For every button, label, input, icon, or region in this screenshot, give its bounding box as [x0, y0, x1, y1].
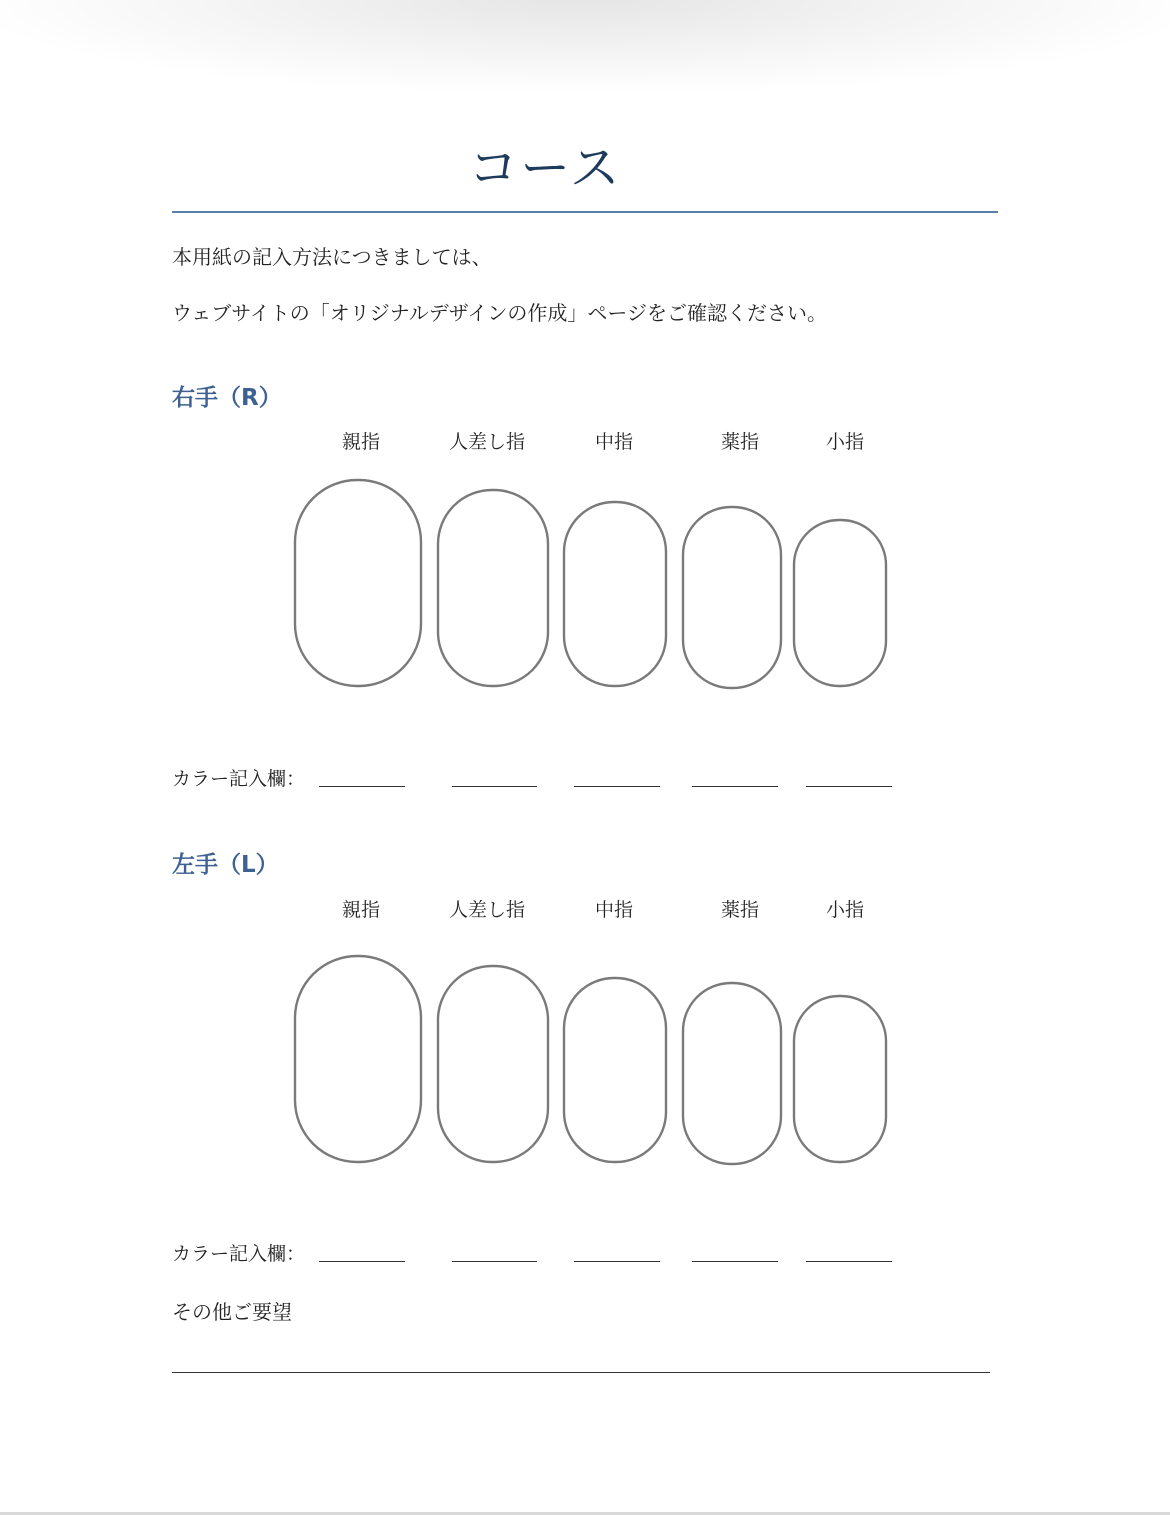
left-color-blank-index[interactable]	[452, 1261, 537, 1262]
left-finger-label-index: 人差し指	[448, 899, 526, 921]
page-title: コース	[468, 139, 622, 197]
left-middle-nail-outline[interactable]	[564, 978, 666, 1162]
title-divider	[172, 211, 998, 213]
left-finger-label-thumb: 親指	[341, 899, 381, 921]
right-color-blank-pinky[interactable]	[806, 786, 892, 787]
page-top-shadow	[0, 0, 1170, 90]
left-hand-heading: 左手（L）	[172, 852, 279, 878]
left-thumb-nail-outline[interactable]	[295, 956, 421, 1162]
right-color-blank-index[interactable]	[452, 786, 537, 787]
right-thumb-nail-outline[interactable]	[295, 480, 421, 686]
left-finger-label-middle: 中指	[594, 899, 634, 921]
left-finger-label-ring: 薬指	[720, 899, 760, 921]
other-requests-blank[interactable]	[172, 1372, 990, 1373]
right-color-field-label: カラー記入欄：	[172, 768, 306, 790]
right-finger-label-pinky: 小指	[825, 431, 865, 453]
right-color-blank-middle[interactable]	[574, 786, 660, 787]
left-finger-label-pinky: 小指	[825, 899, 865, 921]
left-ring-nail-outline[interactable]	[683, 983, 781, 1164]
right-finger-label-thumb: 親指	[341, 431, 381, 453]
right-ring-nail-outline[interactable]	[683, 507, 781, 688]
left-hand-nail-diagram	[0, 946, 1170, 1176]
left-index-nail-outline[interactable]	[438, 966, 548, 1162]
left-color-field-label: カラー記入欄：	[172, 1243, 306, 1265]
right-middle-nail-outline[interactable]	[564, 502, 666, 686]
right-color-blank-thumb[interactable]	[319, 786, 405, 787]
left-color-blank-thumb[interactable]	[319, 1261, 405, 1262]
left-pinky-nail-outline[interactable]	[794, 996, 886, 1162]
right-finger-label-ring: 薬指	[720, 431, 760, 453]
right-index-nail-outline[interactable]	[438, 490, 548, 686]
other-requests-label: その他ご要望	[172, 1300, 292, 1324]
left-color-blank-pinky[interactable]	[806, 1261, 892, 1262]
right-color-blank-ring[interactable]	[692, 786, 778, 787]
right-pinky-nail-outline[interactable]	[794, 520, 886, 686]
left-color-blank-ring[interactable]	[692, 1261, 778, 1262]
instruction-line-2: ウェブサイトの「オリジナルデザインの作成」ページをご確認ください。	[172, 301, 827, 325]
right-hand-nail-diagram	[0, 470, 1170, 700]
right-hand-heading: 右手（R）	[172, 385, 282, 411]
right-finger-label-index: 人差し指	[448, 431, 526, 453]
instruction-line-1: 本用紙の記入方法につきましては、	[172, 245, 492, 269]
left-color-blank-middle[interactable]	[574, 1261, 660, 1262]
right-finger-label-middle: 中指	[594, 431, 634, 453]
